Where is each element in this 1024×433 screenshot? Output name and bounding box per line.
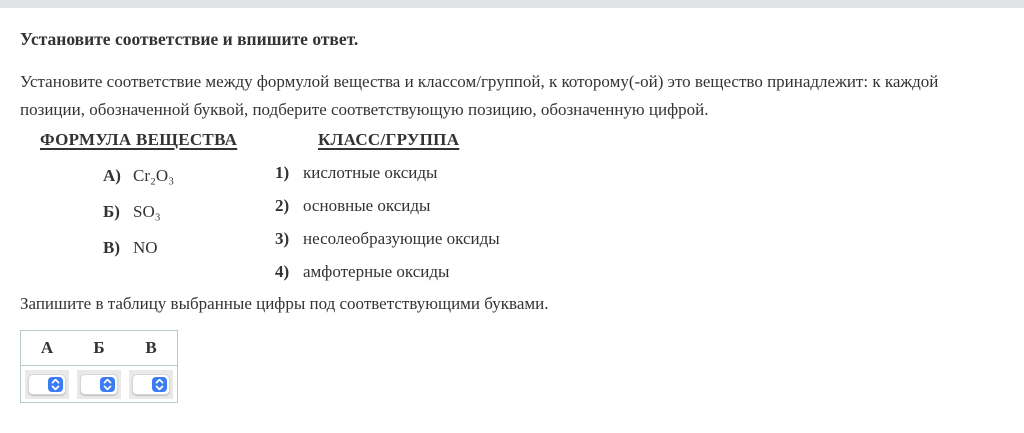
item-letter: В) — [103, 238, 120, 257]
column-header-class: КЛАСС/ГРУППА — [318, 130, 460, 149]
item-number: 1) — [275, 163, 290, 182]
item-label: кислотные оксиды — [303, 163, 438, 182]
select-stepper-icon — [48, 377, 63, 392]
item-label: амфотерные оксиды — [303, 262, 450, 281]
class-column — [255, 129, 500, 283]
answer-instructions: Запишите в таблицу выбранные цифры под соответствующими буквами. — [20, 294, 549, 313]
item-letter: Б) — [103, 202, 120, 221]
answer-select-v[interactable] — [129, 370, 173, 399]
answer-table-input-row — [21, 366, 178, 403]
item-formula: NO — [133, 238, 158, 257]
instructions-line-2: позиции, обозначенной буквой, подберите соответствующую позицию, обозначенную цифрой. — [20, 100, 709, 119]
item-letter: А) — [103, 166, 121, 185]
list-item — [255, 195, 500, 217]
answer-col-header-b: Б — [73, 331, 125, 366]
item-number: 2) — [275, 196, 290, 215]
instructions-line-1: Установите соответствие между формулой вещества и классом/группой, к которому(-ой) это вещество принадлежит: к каждой — [20, 72, 939, 91]
answer-col-header-v: В — [125, 331, 178, 366]
list-item — [20, 237, 255, 259]
answer-cell-a — [21, 366, 74, 403]
item-formula: SO₃ — [133, 202, 161, 221]
answer-select-b-control — [80, 374, 118, 395]
answer-select-b[interactable] — [77, 370, 121, 399]
answer-table-header-row — [21, 331, 178, 366]
list-item — [255, 228, 500, 250]
select-stepper-icon — [100, 377, 115, 392]
item-label: основные оксиды — [303, 196, 431, 215]
list-item — [20, 201, 255, 223]
answer-select-v-control — [132, 374, 170, 395]
top-bar — [0, 0, 1024, 8]
answer-cell-b — [73, 366, 125, 403]
matching-block — [20, 129, 1024, 283]
answer-col-header-a: А — [21, 331, 74, 366]
list-item — [255, 261, 500, 283]
task-instructions — [20, 68, 1004, 124]
item-label: несолеобразующие оксиды — [303, 229, 500, 248]
answer-cell-v — [125, 366, 178, 403]
item-formula: Cr₂O₃ — [133, 166, 175, 185]
page-title: Установите соответствие и впишите ответ. — [20, 29, 359, 49]
answer-select-a[interactable] — [25, 370, 69, 399]
list-item — [20, 165, 255, 187]
column-header-formula: ФОРМУЛА ВЕЩЕСТВА — [40, 130, 238, 149]
select-stepper-icon — [152, 377, 167, 392]
answer-select-a-control — [28, 374, 66, 395]
item-number: 4) — [275, 262, 290, 281]
item-number: 3) — [275, 229, 290, 248]
list-item — [255, 162, 500, 184]
formula-column — [20, 129, 255, 283]
answer-table — [20, 330, 178, 403]
